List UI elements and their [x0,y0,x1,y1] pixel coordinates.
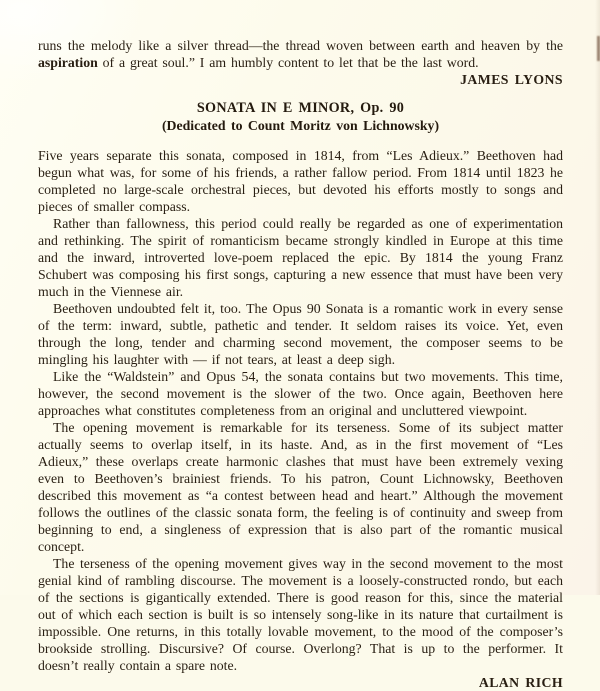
body-paragraph-4: Like the “Waldstein” and Opus 54, the sonata contains but two movements. This time, however, the second movement is the slower of the two. Once again, Beethoven here approaches what constitutes completeness from an original and uncluttered viewpoint. [38,369,563,418]
intro-section [38,37,563,88]
section-subtitle: (Dedicated to Count Moritz von Lichnowsky) [161,118,440,133]
intro-bold-word: aspiration [38,55,98,70]
body-paragraph-6: The terseness of the opening movement gives way in the second movement to the most genial kind of rambling discourse. The movement is a loosely-constructed rondo, but each of the sections is gigantically extended. There is good reason for this, since the material out of which each section is built is so intensely song-like in its nature that curtailment is impossible. One returns, in this totally lovable movement, to the mood of the composer’s brookside strolling. Discursive? Of course. Overlong? That is up to the performer. It doesn’t really contain a spare note. [38,556,563,673]
page-edge-shadow [595,0,600,595]
author-byline-alan-rich: ALAN RICH [478,675,563,690]
intro-paragraph [38,37,563,71]
body-paragraph-1: Five years separate this sonata, composed in 1814, from “Les Adieux.” Beethoven had begun what was, for some of his friends, a rather fallow period. From 1814 until 1823 he completed no large-scale orchestral pieces, but devoted his efforts mostly to songs and pieces of smaller compass. [38,148,563,214]
author-byline-james-lyons: JAMES LYONS [460,72,563,87]
body-paragraph-5: The opening movement is remarkable for its terseness. Some of its subject matter actually seems to overlap itself, in its haste. And, as in the first movement of “Les Adieux,” these overlaps create harmonic clashes that must have been extremely vexing even to Beethoven’s brainiest friends. To his patron, Count Lichnowsky, Beethoven described this movement as “a contest between head and heart.” Although the movement follows the outlines of the classic sonata form, the feeling is of continuity and sweep from beginning to end, a singleness of expression that is also part of the romantic musical concept. [38,420,563,554]
body-text [38,147,563,691]
body-paragraph-2: Rather than fallowness, this period could really be regarded as one of experimentation and rethinking. The spirit of romanticism became strongly kindled in Europe at this time and the inward, introverted love-poem replaced the epic. By 1814 the young Franz Schubert was composing his first songs, capturing a new essence that must have been very much in the Viennese air. [38,216,563,299]
section-title: SONATA IN E MINOR, Op. 90 [196,100,405,116]
section-heading [38,100,563,134]
body-paragraph-3: Beethoven undoubted felt it, too. The Opus 90 Sonata is a romantic work in every sense of the term: inward, subtle, pathetic and tender. It seldom raises its voice. Yet, even through the long, tender and charming second movement, the composer seems to be mingling his laughter with — if not tears, at least a deep sigh. [38,301,563,367]
intro-text-after: of a great soul.” I am humbly content to let that be the last word. [97,55,479,70]
intro-text-before: runs the melody like a silver thread—the thread woven between earth and heaven by the [38,38,563,53]
